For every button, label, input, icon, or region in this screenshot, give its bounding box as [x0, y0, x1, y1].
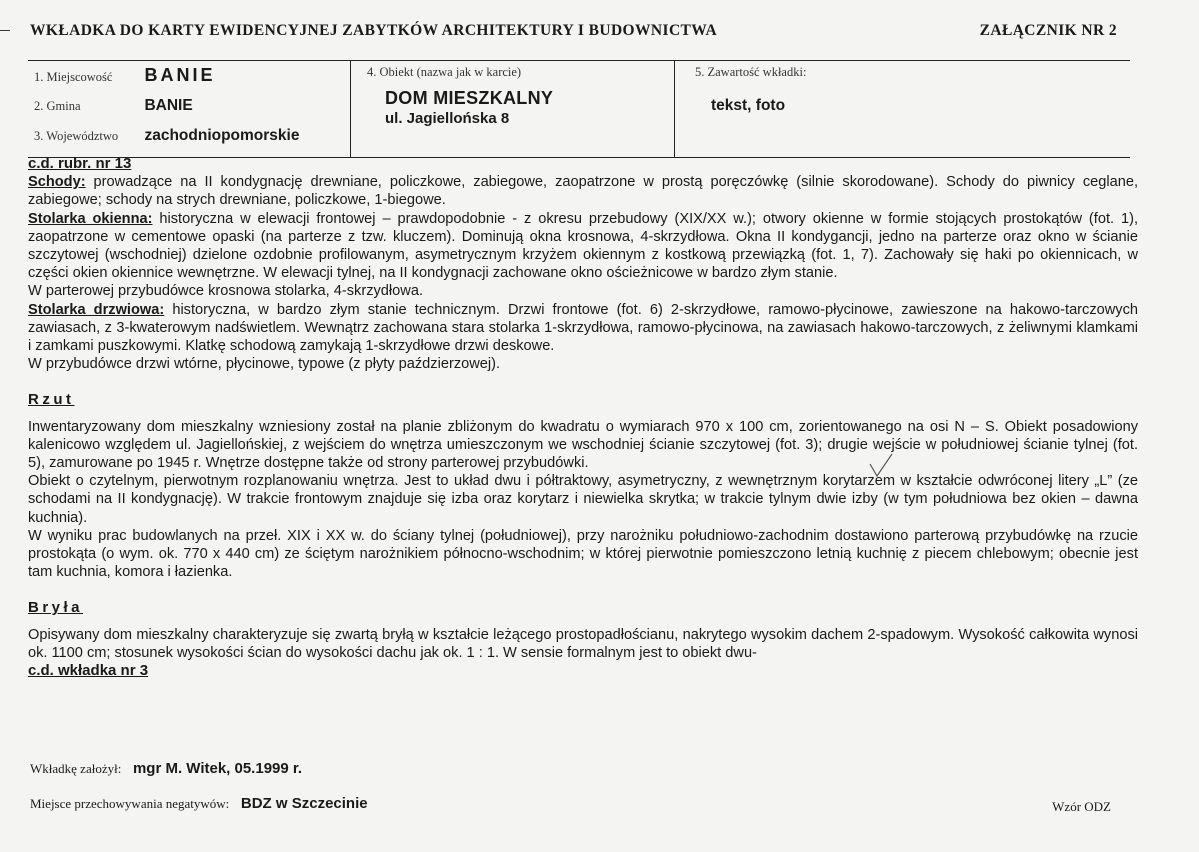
- wojewodztwo-row: [34, 127, 299, 145]
- stolarka-okienna-heading: Stolarka okienna:: [28, 210, 153, 227]
- obiekt-name: DOM MIESZKALNY: [385, 88, 554, 108]
- stolarka-okienna-text: historyczna w elewacji frontowej – prawdopodobnie - z okresu przebudowy (XIX/XX w.); otwory okienne w formie stojących prostokątów (fot. 1), zaopatrzone w cementowe opaski (na parterze z tzw. kluczem). Dominują okna krosnowa, 4-skrzydłowa. Okna II kondygancji, jedno na parterze oraz okno w ścianie szczytowej (wschodniej) dzielone ozdobnie profilowanym, asymetrycznym krzyżem okiennym z kostkową przewiązką (fot. 1, 7). Zachowały się haki po okiennicach, w części okien okiennice wewnętrzne. W elewacji tylnej, na II kondygnacji zachowane okno ościeżnicowe w bardzo złym stanie.: [28, 210, 1138, 282]
- gmina-row: [34, 97, 193, 115]
- stolarka-okienna-text-2: W parterowej przybudówce krosnowa stolarka, 4-skrzydłowa.: [28, 283, 423, 300]
- obiekt-address: ul. Jagiellońska 8: [385, 110, 510, 127]
- zawartosc-label: 5. Zawartość wkładki:: [695, 65, 807, 79]
- schody-text: prowadzące na II kondygnację drewniane, policzkowe, zabiegowe, zaopatrzone w prostą poręczówkę (silnie skorodowane). Schody do piwnicy ceglane, zabiegowe; schody na strych drewniane, policzkowe, 1-biegowe.: [28, 174, 1138, 209]
- gmina-value: BANIE: [144, 97, 193, 114]
- rzut-paragraph-3: W wyniku prac budowlanych na przeł. XIX i XX w. do ściany tylnej (południowej), przy narożniku południowo-zachodnim dostawiono parterową przybudówkę na rzucie prostokąta (o wym. ok. 770 x 440 cm) ze ściętym narożnikiem północno-wschodnim; w której pierwotnie pomieszczono letnią kuchnię z piecem chlebowym; obecnie jest tam kuchnia, komora i łazienka.: [28, 527, 1138, 581]
- content-cell: [674, 61, 1130, 157]
- wojewodztwo-label: 3. Województwo: [34, 129, 119, 143]
- stolarka-drzwiowa-text-2: W przybudówce drzwi wtórne, płycinowe, typowe (z płyty paździerzowej).: [28, 356, 501, 373]
- negatywy-row: [30, 795, 368, 812]
- zawartosc-value: tekst, foto: [711, 97, 786, 114]
- miejscowosc-value: BANIE: [144, 65, 216, 85]
- document-title: WKŁADKA DO KARTY EWIDENCYJNEJ ZABYTKÓW ARCHITEKTURY I BUDOWNICTWA: [30, 22, 718, 39]
- stolarka-drzwiowa-text: historyczna, w bardzo złym stanie technicznym. Drzwi frontowe (fot. 6) 2-skrzydłowe, ramowo-płycinowe, zawieszone na hakowo-tarczowych zawiasach, z 3-kwaterowym nadświetlem. Wewnątrz zachowana stara stolarka 1-skrzydłowa, ramowo-płycinowa, na zawiasach hakowo-tarczowych, z żeliwnymi klamkami i zamkami puszkowymi. Klatkę schodową zamykają 1-skrzydłowe drzwi deskowe.: [28, 301, 1139, 355]
- rzut-paragraph-1: Inwentaryzowany dom mieszkalny wzniesiony został na planie zbliżonym do kwadratu o wymiarach 970 x 100 cm, zorientowanego na osi N – S. Obiekt posadowiony kalenicowo względem ul. Jagiellońskiej, z wejściem do wnętrza umieszczonym we wschodniej ścianie szczytowej (fot. 3); drugie wejście w południowej ścianie tylnej (fot. 5), zamurowane po 1945 r. Wnętrze dostępne także od strony parterowej przybudówki.: [28, 418, 1138, 472]
- handwritten-tick-mark: [868, 452, 894, 478]
- negatywy-label: Miejsce przechowywania negatywów:: [30, 796, 230, 811]
- schody-paragraph: [28, 173, 1138, 209]
- miejscowosc-label: 1. Miejscowość: [34, 70, 113, 84]
- bryla-paragraph-1: Opisywany dom mieszkalny charakteryzuje się zwartą bryłą w kształcie leżącego prostopadłościanu, nakrytego wysokim dachem 2-spadowym. Wysokość całkowita wynosi ok. 1100 cm; stosunek wysokości ścian do wysokości dachu jak ok. 1 : 1. W sensie formalnym jest to obiekt dwu-: [28, 626, 1138, 661]
- info-table: [28, 60, 1130, 158]
- stolarka-drzwiowa-paragraph: [28, 301, 1138, 356]
- document-body: [28, 155, 1138, 680]
- schody-heading: Schody:: [28, 174, 86, 191]
- wojewodztwo-value: zachodniopomorskie: [144, 127, 300, 144]
- rzut-paragraph-2: Obiekt o czytelnym, pierwotnym rozplanowaniu wnętrza. Jest to układ dwu i półtraktowy, asymetryczny, z wewnętrznym korytarzem w kształcie odwróconej litery „L” (ze schodami na II kondygnację). W trakcie frontowym znajduje się izba oraz korytarz i niewielka skrytka; w trakcie tylnym dwie izby (w tym południowa bez okien – dawna kuchnia).: [28, 473, 1138, 526]
- obiekt-label: 4. Obiekt (nazwa jak w karcie): [367, 65, 522, 79]
- zalozyl-value: mgr M. Witek, 05.1999 r.: [132, 760, 303, 777]
- location-cell: [28, 61, 350, 157]
- bryla-heading: Bryła: [28, 599, 84, 617]
- object-cell: [350, 61, 675, 157]
- zalozyl-label: Wkładkę założył:: [30, 761, 122, 776]
- negatywy-value: BDZ w Szczecinie: [240, 795, 368, 812]
- miejscowosc-row: [34, 65, 215, 86]
- stolarka-okienna-paragraph: [28, 210, 1138, 283]
- wzor-label: Wzór ODZ: [1052, 799, 1111, 814]
- gmina-label: 2. Gmina: [34, 99, 81, 113]
- edge-mark: [0, 30, 10, 31]
- cd-wkladka-label: c.d. wkładka nr 3: [28, 662, 149, 680]
- rzut-heading: Rzut: [28, 391, 75, 409]
- zalozyl-row: [30, 760, 302, 777]
- cd-rubr-label: c.d. rubr. nr 13: [28, 155, 132, 172]
- stolarka-drzwiowa-heading: Stolarka drzwiowa:: [28, 301, 165, 318]
- annex-label: ZAŁĄCZNIK NR 2: [979, 22, 1117, 39]
